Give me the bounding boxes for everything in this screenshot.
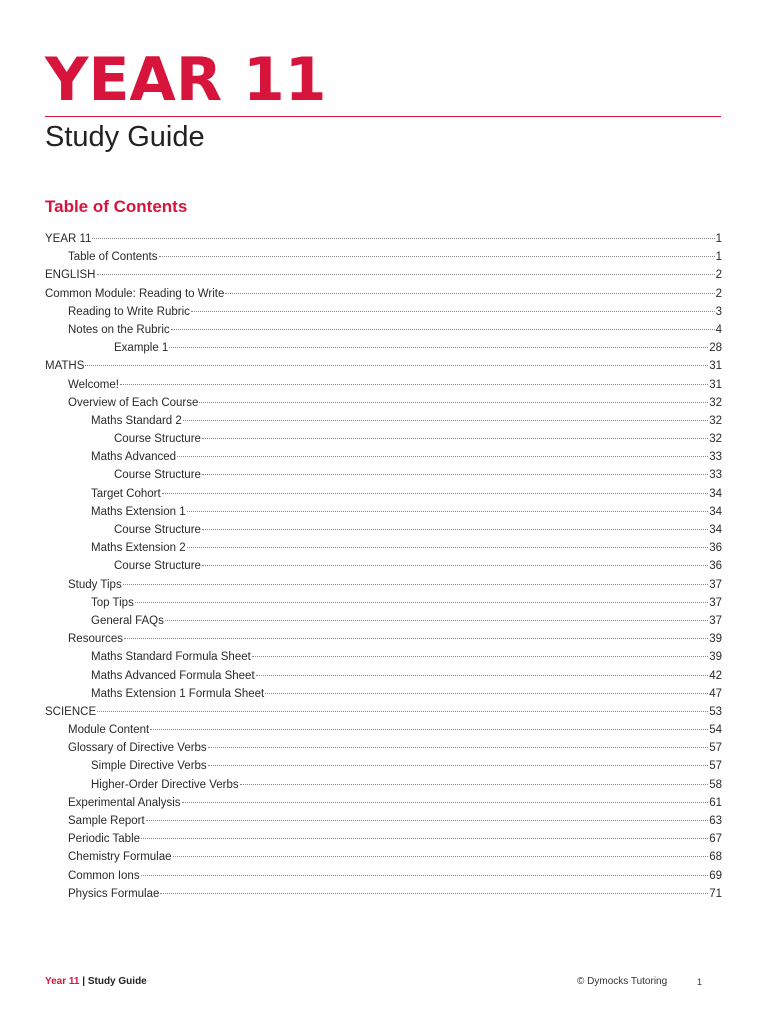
toc-entry[interactable] [45,724,722,742]
footer-year: Year 11 [45,976,80,987]
toc-entry-label: Maths Advanced Formula Sheet [91,669,255,682]
table-of-contents [45,233,722,906]
toc-dot-leader [141,838,708,839]
toc-heading: Table of Contents [45,197,188,216]
toc-entry[interactable] [45,615,722,633]
toc-dot-leader [120,384,708,385]
toc-entry-label: Top Tips [91,596,134,609]
toc-entry[interactable] [45,560,722,578]
toc-entry[interactable] [45,742,722,760]
toc-entry-label: Course Structure [114,469,201,482]
toc-entry[interactable] [45,397,722,415]
toc-dot-leader [187,511,709,512]
toc-entry-page: 1 [715,251,722,264]
document-subtitle: Study Guide [45,121,205,153]
toc-dot-leader [123,584,709,585]
toc-dot-leader [135,602,708,603]
toc-entry-page: 1 [715,233,722,245]
toc-entry[interactable] [45,706,722,724]
toc-entry-page: 37 [709,596,722,609]
toc-dot-leader [240,784,709,785]
toc-entry-label: Maths Extension 1 Formula Sheet [91,687,265,700]
toc-entry[interactable] [45,469,722,487]
toc-entry-label: Chemistry Formulae [68,851,172,864]
toc-entry[interactable] [45,542,722,560]
toc-dot-leader [162,493,709,494]
toc-entry[interactable] [45,342,722,360]
toc-entry[interactable] [45,815,722,833]
toc-dot-leader [146,820,708,821]
toc-entry[interactable] [45,269,722,287]
toc-dot-leader [191,311,715,312]
toc-dot-leader [97,274,715,275]
toc-dot-leader [169,347,708,348]
toc-entry[interactable] [45,597,722,615]
toc-dot-leader [159,256,715,257]
toc-entry-label: MATHS [45,360,85,373]
toc-entry[interactable] [45,797,722,815]
toc-entry-page: 37 [709,614,722,627]
toc-entry[interactable] [45,379,722,397]
footer-page-number: 1 [697,977,703,987]
toc-dot-leader [124,638,708,639]
toc-entry-page: 2 [715,269,722,282]
footer-title [45,976,147,987]
document-title: YEAR 11 [45,45,327,115]
toc-entry-page: 32 [709,396,722,409]
toc-entry-page: 36 [709,542,722,555]
toc-entry[interactable] [45,651,722,669]
toc-dot-leader [256,675,709,676]
toc-entry-label: Notes on the Rubric [68,323,170,336]
toc-entry[interactable] [45,888,722,906]
toc-entry-page: 57 [709,742,722,755]
toc-entry[interactable] [45,306,722,324]
toc-entry[interactable] [45,633,722,651]
toc-entry-label: Higher-Order Directive Verbs [91,778,239,791]
toc-entry[interactable] [45,851,722,869]
toc-entry-label: Course Structure [114,433,201,446]
toc-entry-label: Resources [68,633,123,646]
toc-dot-leader [150,729,708,730]
toc-entry[interactable] [45,288,722,306]
toc-entry-page: 33 [709,469,722,482]
toc-entry[interactable] [45,488,722,506]
toc-entry-page: 31 [709,378,722,391]
toc-entry-label: Simple Directive Verbs [91,760,207,773]
toc-entry-page: 32 [709,414,722,427]
toc-entry-page: 69 [709,869,722,882]
toc-dot-leader [208,747,709,748]
footer-guide-label: Study Guide [87,976,147,987]
toc-entry-label: Sample Report [68,815,145,827]
toc-entry-page: 4 [715,323,722,336]
toc-dot-leader [202,565,708,566]
toc-entry-page: 2 [715,287,722,300]
toc-entry-label: Module Content [68,724,150,737]
toc-entry-label: Periodic Table [68,833,141,846]
toc-entry-label: Common Module: Reading to Write [45,287,225,300]
toc-entry-page: 37 [709,578,722,591]
toc-entry[interactable] [45,579,722,597]
toc-entry-label: YEAR 11 [45,233,92,245]
toc-entry[interactable] [45,833,722,851]
toc-entry[interactable] [45,433,722,451]
toc-dot-leader [141,875,709,876]
toc-entry-page: 34 [709,524,722,536]
toc-entry[interactable] [45,760,722,778]
toc-entry[interactable] [45,779,722,797]
toc-entry-label: Course Structure [114,524,201,536]
toc-dot-leader [177,456,708,457]
toc-entry-page: 58 [709,778,722,791]
toc-entry-page: 39 [709,651,722,664]
toc-entry[interactable] [45,251,722,269]
toc-entry[interactable] [45,451,722,469]
toc-entry-label: ENGLISH [45,269,96,282]
toc-entry-page: 68 [709,851,722,864]
toc-entry-page: 71 [709,887,722,900]
toc-dot-leader [183,420,708,421]
toc-dot-leader [165,620,708,621]
toc-entry-page: 63 [709,815,722,827]
toc-dot-leader [199,402,708,403]
toc-entry-label: Overview of Each Course [68,396,199,409]
toc-dot-leader [202,529,708,530]
toc-entry-page: 34 [709,505,722,518]
toc-entry-label: SCIENCE [45,705,97,718]
toc-dot-leader [225,293,714,294]
toc-entry[interactable] [45,415,722,433]
toc-entry[interactable] [45,360,722,378]
toc-entry-page: 47 [709,687,722,700]
toc-entry-label: Maths Extension 2 [91,542,186,555]
toc-entry-page: 3 [715,305,722,318]
toc-entry-page: 33 [709,451,722,464]
toc-entry[interactable] [45,324,722,342]
toc-dot-leader [252,656,708,657]
toc-entry-page: 42 [709,669,722,682]
toc-entry-page: 31 [709,360,722,373]
toc-entry-label: Reading to Write Rubric [68,305,190,318]
toc-dot-leader [171,329,715,330]
toc-entry-page: 61 [709,796,722,809]
toc-dot-leader [92,238,714,239]
toc-entry-label: Example 1 [114,342,169,355]
toc-entry-label: Maths Extension 1 [91,505,186,518]
toc-entry-page: 36 [709,560,722,573]
toc-dot-leader [187,547,709,548]
toc-entry-label: Target Cohort [91,487,161,500]
toc-entry-label: Study Tips [68,578,122,591]
toc-entry-label: Common Ions [68,869,140,882]
toc-dot-leader [85,365,708,366]
toc-dot-leader [202,474,708,475]
toc-dot-leader [208,765,709,766]
toc-entry-page: 34 [709,487,722,500]
toc-entry-label: Course Structure [114,560,201,573]
toc-entry-page: 53 [709,705,722,718]
toc-entry-label: Table of Contents [68,251,158,264]
toc-entry[interactable] [45,233,722,251]
toc-entry-label: Maths Standard Formula Sheet [91,651,251,664]
toc-entry-label: Welcome! [68,378,119,391]
toc-entry-label: Experimental Analysis [68,796,181,809]
footer-copyright: © Dymocks Tutoring [577,976,668,987]
toc-dot-leader [265,693,708,694]
toc-entry-label: Maths Advanced [91,451,177,464]
toc-dot-leader [160,893,708,894]
toc-dot-leader [97,711,708,712]
toc-entry-label: Glossary of Directive Verbs [68,742,207,755]
toc-entry-page: 32 [709,433,722,446]
toc-entry[interactable] [45,670,722,688]
toc-entry[interactable] [45,688,722,706]
toc-entry[interactable] [45,870,722,888]
toc-entry[interactable] [45,524,722,542]
toc-entry-page: 28 [709,342,722,355]
toc-dot-leader [182,802,709,803]
title-divider [45,116,721,117]
toc-entry-page: 67 [709,833,722,846]
toc-entry-page: 57 [709,760,722,773]
toc-entry-label: Physics Formulae [68,887,160,900]
toc-entry-label: General FAQs [91,614,164,627]
toc-entry-label: Maths Standard 2 [91,414,182,427]
toc-dot-leader [202,438,708,439]
toc-entry[interactable] [45,506,722,524]
toc-entry-page: 54 [709,724,722,737]
footer-separator: | [79,976,88,987]
toc-entry-page: 39 [709,633,722,646]
toc-dot-leader [173,856,709,857]
